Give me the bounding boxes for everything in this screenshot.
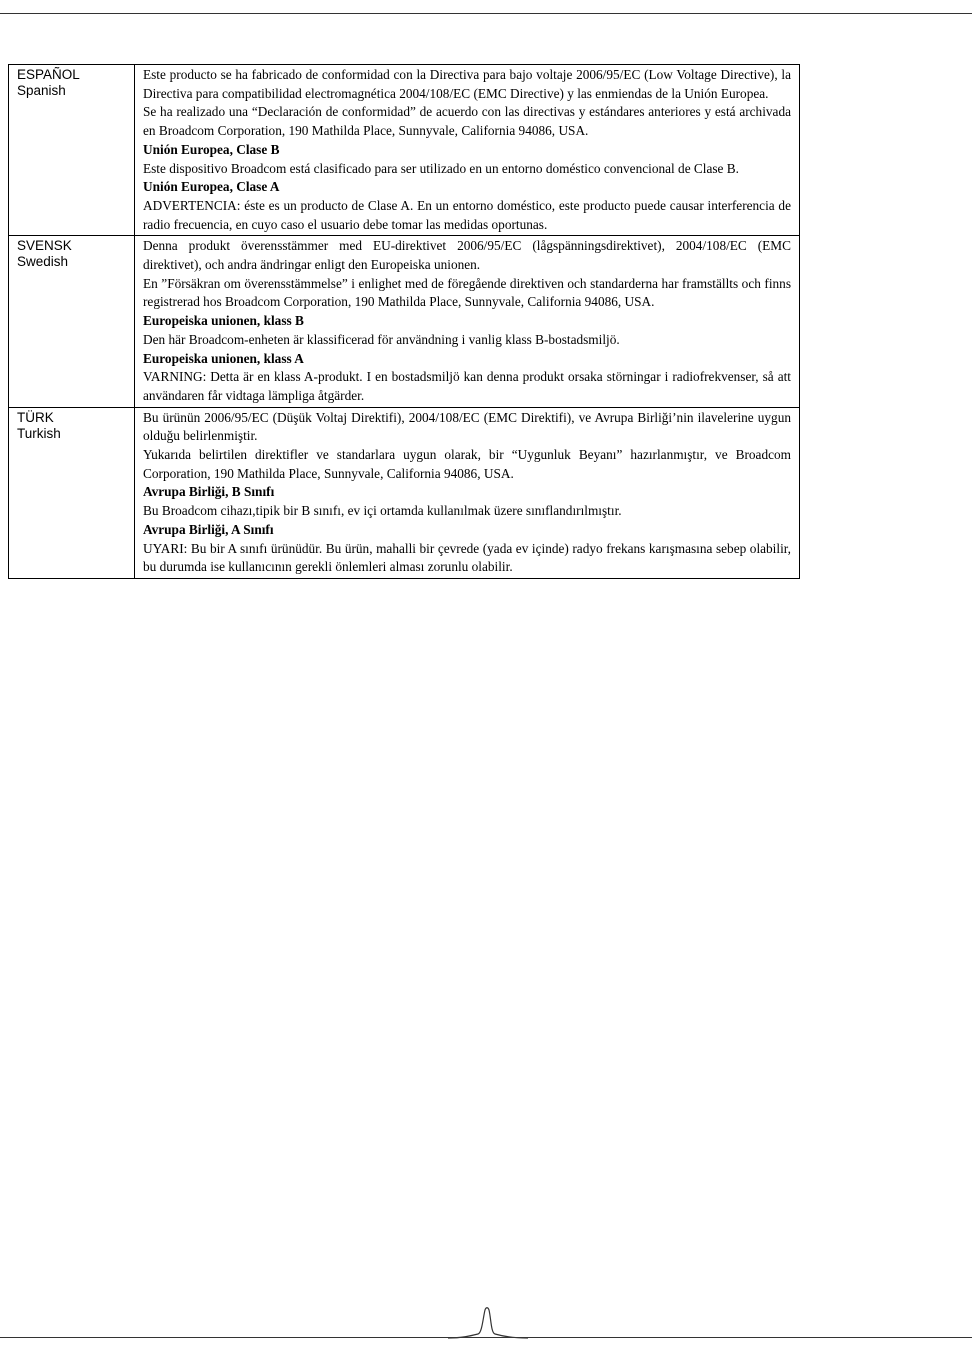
compliance-table	[8, 64, 800, 579]
statement-paragraph: Denna produkt överensstämmer med EU-direktivet 2006/95/EC (lågspänningsdirektivet), 2004/108/EC (EMC direktivet), och andra ändringar enligt den Europeiska unionen.	[143, 238, 791, 273]
language-cell	[9, 407, 135, 578]
table-row	[9, 407, 800, 578]
table-row	[9, 65, 800, 236]
section-heading: Avrupa Birliği, A Sınıfı	[143, 521, 274, 537]
language-native-name: ESPAÑOL	[17, 67, 80, 82]
language-english-name: Turkish	[17, 425, 61, 441]
language-native-name: TÜRK	[17, 409, 54, 425]
header-rule	[0, 13, 972, 14]
statement-paragraph: Se ha realizado una “Declaración de conformidad” de acuerdo con las directivas y estándares anteriores y está archivada en Broadcom Corporation, 190 Mathilda Place, Sunnyvale, California 94086, USA.	[143, 104, 791, 139]
statement-paragraph: UYARI: Bu bir A sınıfı ürünüdür. Bu ürün, mahalli bir çevrede (yada ev içinde) radyo frekans karışmasına sebep olabilir, bu durumda ise kullanıcının gerekli önlemleri alması zorunlu olabilir.	[143, 540, 791, 575]
statement-paragraph: Bu ürünün 2006/95/EC (Düşük Voltaj Direktifi), 2004/108/EC (EMC Direktifi), ve Avrupa Birliği’nin ilavelerine uygun olduğu belirlenmiştir.	[143, 409, 791, 444]
table-row	[9, 236, 800, 407]
statement-paragraph: ADVERTENCIA: éste es un producto de Clase A. En un entorno doméstico, este producto puede causar interferencia de radio frecuencia, en cuyo caso el usuario debe tomar las medidas oportunas.	[143, 197, 791, 232]
statement-paragraph: Yukarıda belirtilen direktifler ve standarlara uygun olarak, bir “Uygunluk Beyanı” hazırlanmıştır, ve Broadcom Corporation, 190 Mathilda Place, Sunnyvale, California 94086, USA.	[143, 447, 791, 481]
language-native-name: SVENSK	[17, 238, 72, 254]
section-heading: Europeiska unionen, klass B	[143, 313, 304, 329]
footer-rule	[0, 1337, 972, 1338]
section-heading: Unión Europea, Clase A	[143, 179, 280, 195]
statement-paragraph: Den här Broadcom-enheten är klassificerad för användning i vanlig klass B-bostadsmiljö.	[143, 331, 620, 347]
statement-paragraph: VARNING: Detta är en klass A-produkt. I en bostadsmiljö kan denna produkt orsaka störningar i radiofrekvenser, så att användaren får vidtaga lämpliga åtgärder.	[143, 369, 791, 403]
language-cell	[9, 65, 135, 236]
language-english-name: Spanish	[17, 83, 66, 98]
statement-paragraph: En ”Försäkran om överensstämmelse” i enlighet med de föregående direktiven och standarderna har framställts och finns registrerad hos Broadcom Corporation, 190 Mathilda Place, Sunnyvale, California 94086, USA.	[143, 275, 791, 310]
language-english-name: Swedish	[17, 254, 69, 270]
statement-paragraph: Este dispositivo Broadcom está clasificado para ser utilizado en un entorno doméstico convencional de Clase B.	[143, 160, 739, 176]
section-heading: Avrupa Birliği, B Sınıfı	[143, 484, 275, 500]
section-heading: Europeiska unionen, klass A	[143, 350, 304, 366]
section-heading: Unión Europea, Clase B	[143, 141, 280, 157]
statement-paragraph: Bu Broadcom cihazı,tipik bir B sınıfı, ev içi ortamda kullanılmak üzere sınıflandırılmıştır.	[143, 503, 622, 519]
statement-paragraph: Este producto se ha fabricado de conformidad con la Directiva para bajo voltaje 2006/95/EC (Low Voltage Directive), la Directiva para compatibilidad electromagnética 2004/108/EC (EMC Directive) y las enmiendas de la Unión Europea.	[143, 67, 791, 101]
statement-cell	[135, 407, 800, 578]
statement-cell	[135, 236, 800, 407]
statement-cell	[135, 65, 800, 236]
language-cell	[9, 236, 135, 407]
